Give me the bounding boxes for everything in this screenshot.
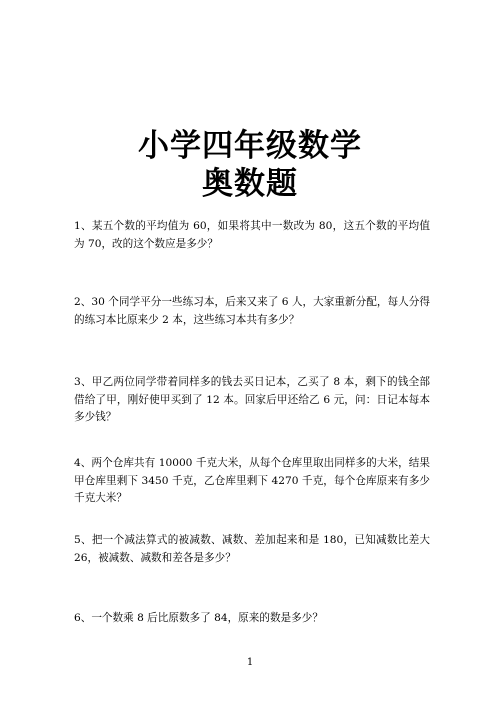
title-line-1: 小学四年级数学	[138, 128, 362, 164]
question-3: 3、甲乙两位同学带着同样多的钱去买日记本，乙买了 8 本，剩下的钱全部借给了甲，刚好使甲买到了 12 本。回家后甲还给乙 6 元，问：日记本每本多少钱？	[74, 376, 430, 423]
question-4: 4、两个仓库共有 10000 千克大米，从每个仓库里取出同样多的大米，结果甲仓库里剩下 3450 千克，乙仓库里剩下 4270 千克，每个仓库原来有多少千克大米？	[74, 457, 430, 504]
question-1: 1、某五个数的平均值为 60，如果将其中一数改为 80，这五个数的平均值为 70，改的这个数应是多少？	[74, 220, 430, 250]
question-6: 6、一个数乘 8 后比原数多了 84，原来的数是多少？	[74, 612, 323, 624]
question-5: 5、把一个减法算式的被减数、减数、差加起来和是 180，已知减数比差大 26，被减数、减数和差各是多少？	[74, 534, 430, 564]
title-line-2: 奥数题	[202, 166, 298, 202]
page-number: 1	[246, 657, 254, 668]
question-2: 2、30 个同学平分一些练习本，后来又来了 6 人，大家重新分配，每人分得的练习本比原来少 2 本，这些练习本共有多少？	[74, 296, 430, 326]
